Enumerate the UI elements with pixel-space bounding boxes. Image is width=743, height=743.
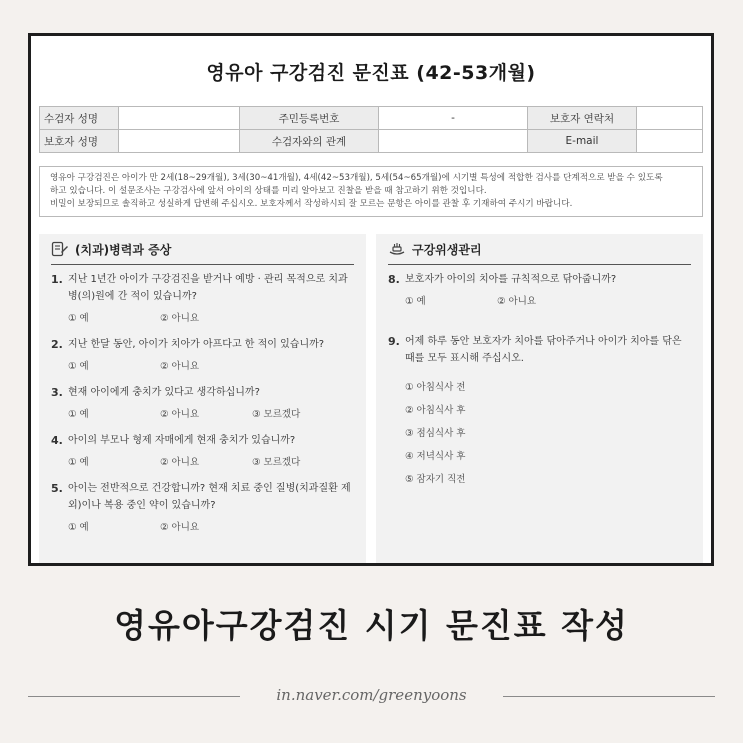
option-yes[interactable]: ① 예 <box>68 313 89 324</box>
question-number: 4. <box>51 434 63 447</box>
email-field <box>637 130 703 153</box>
question-1 <box>51 271 354 324</box>
caption-title: 영유아구강검진 시기 문진표 작성 <box>114 606 629 645</box>
info-table <box>39 106 703 153</box>
option-unknown[interactable]: ③ 모르겠다 <box>252 457 301 468</box>
option-no[interactable]: ② 아니요 <box>160 361 200 372</box>
questionnaire-form-image <box>28 33 714 566</box>
option-yes[interactable]: ① 예 <box>405 296 426 307</box>
clipboard-icon <box>51 241 69 257</box>
notice-box <box>39 166 703 217</box>
question-2 <box>51 336 354 372</box>
option-no[interactable]: ② 아니요 <box>160 313 200 324</box>
option-yes[interactable]: ① 예 <box>68 361 89 372</box>
resident-number-field: - <box>379 107 528 130</box>
oral-hygiene-panel <box>376 234 703 564</box>
guardian-name-field <box>119 130 240 153</box>
guardian-contact-label: 보호자 연락처 <box>528 107 637 130</box>
examinee-name-label: 수검자 성명 <box>40 107 119 130</box>
option-no[interactable]: ② 아니요 <box>160 457 200 468</box>
question-number: 9. <box>388 335 400 348</box>
question-9 <box>388 333 691 489</box>
question-text: 보호자가 아이의 치아를 규칙적으로 닦아줍니까? <box>405 274 617 285</box>
option-yes[interactable]: ① 예 <box>68 457 89 468</box>
question-8 <box>388 271 691 307</box>
question-number: 1. <box>51 273 63 286</box>
question-number: 5. <box>51 482 63 495</box>
relationship-label: 수검자와의 관계 <box>240 130 379 153</box>
option-no[interactable]: ② 아니요 <box>160 522 200 533</box>
form-title: 영유아 구강검진 문진표 (42-53개월) <box>206 62 536 84</box>
option-before-breakfast[interactable]: ① 아침식사 전 <box>405 381 466 393</box>
examinee-name-field <box>119 107 240 130</box>
panel-header <box>51 234 354 265</box>
option-yes[interactable]: ① 예 <box>68 522 89 533</box>
toothbrush-icon <box>388 241 406 257</box>
question-text: 지난 한달 동안, 아이가 치아가 아프다고 한 적이 있습니까? <box>68 339 325 350</box>
email-label: E-mail <box>528 130 637 153</box>
resident-number-label: 주민등록번호 <box>240 107 379 130</box>
panel-title: (치과)병력과 증상 <box>75 242 172 257</box>
question-text: 어제 하루 동안 보호자가 치아를 닦아주거나 아이가 치아를 닦은 때를 모두 표시해 주십시오. <box>405 336 682 364</box>
question-number: 3. <box>51 386 63 399</box>
option-after-dinner[interactable]: ④ 저녁식사 후 <box>405 450 466 462</box>
panel-title: 구강위생관리 <box>412 242 482 257</box>
relationship-field <box>379 130 528 153</box>
question-4 <box>51 432 354 468</box>
medical-history-panel <box>39 234 366 564</box>
option-after-breakfast[interactable]: ② 아침식사 후 <box>405 404 466 416</box>
option-unknown[interactable]: ③ 모르겠다 <box>252 409 301 420</box>
guardian-contact-field <box>637 107 703 130</box>
info-row <box>40 107 703 130</box>
option-yes[interactable]: ① 예 <box>68 409 89 420</box>
question-text: 지난 1년간 아이가 구강검진을 받거나 예방 · 관리 목적으로 치과병(의)원에 간 적이 있습니까? <box>68 274 348 302</box>
question-3 <box>51 384 354 420</box>
question-number: 2. <box>51 338 63 351</box>
notice-line: 하고 있습니다. 이 설문조사는 구강검사에 앞서 아이의 상태를 미리 알아보고 진찰을 받을 때 참고하기 위한 것입니다. <box>50 186 487 196</box>
option-no[interactable]: ② 아니요 <box>497 296 537 307</box>
blog-url[interactable]: in.naver.com/greenyoons <box>276 686 467 704</box>
guardian-name-label: 보호자 성명 <box>40 130 119 153</box>
question-text: 아이는 전반적으로 건강합니까? 현재 치료 중인 질병(치과질환 제외)이나 복용 중인 약이 있습니까? <box>68 483 351 511</box>
notice-line: 비밀이 보장되므로 솔직하고 성실하게 답변해 주십시오. 보호자께서 작성하시되 잘 모르는 문항은 아이를 관찰 후 기재하여 주시기 바랍니다. <box>50 199 573 209</box>
question-text: 아이의 부모나 형제 자매에게 현재 충치가 있습니까? <box>68 435 296 446</box>
notice-line: 영유아 구강검진은 아이가 만 2세(18~29개월), 3세(30~41개월), 4세(42~53개월), 5세(54~65개월)에 시기별 특성에 적합한 검사를 단계적으로 받을 수 있도록 <box>50 173 663 183</box>
question-5 <box>51 480 354 533</box>
option-no[interactable]: ② 아니요 <box>160 409 200 420</box>
option-after-lunch[interactable]: ③ 점심식사 후 <box>405 427 466 439</box>
panel-header <box>388 234 691 265</box>
question-number: 8. <box>388 273 400 286</box>
question-text: 현재 아이에게 충치가 있다고 생각하십니까? <box>68 387 260 398</box>
info-row <box>40 130 703 153</box>
option-before-bed[interactable]: ⑤ 잠자기 직전 <box>405 473 466 485</box>
url-row <box>0 686 743 706</box>
